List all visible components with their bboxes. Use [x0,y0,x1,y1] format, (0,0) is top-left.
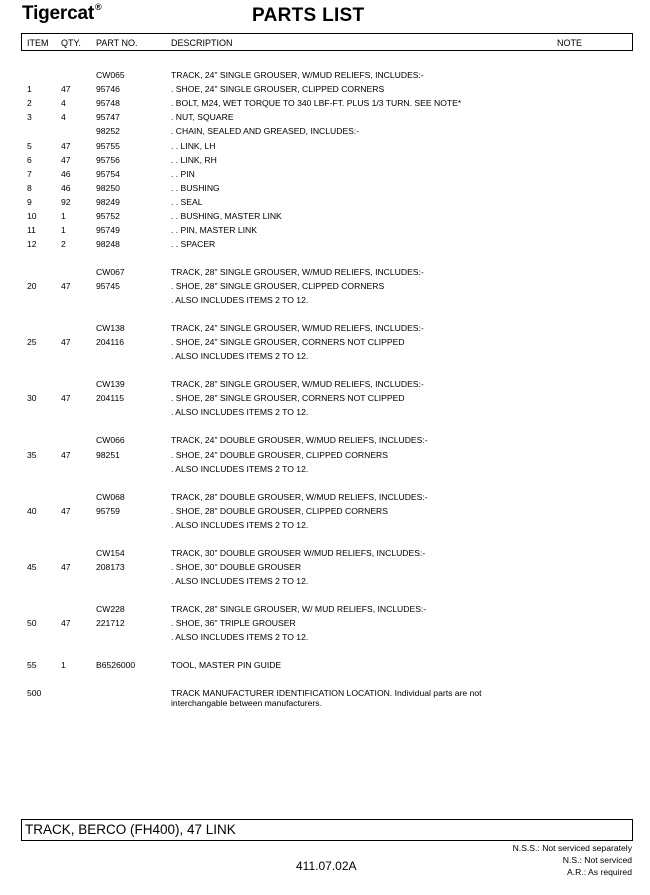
table-row [0,281,650,293]
row-item: 40 [27,506,37,516]
row-qty: 92 [61,197,71,207]
row-item: 20 [27,281,37,291]
row-part-no: 95745 [96,281,120,291]
legend-ns: N.S.: Not serviced [562,855,632,865]
row-description: . SHOE, 24" DOUBLE GROUSER, CLIPPED CORNERS [171,450,388,460]
table-row [0,548,650,560]
row-qty: 1 [61,225,66,235]
row-part-no: CW067 [96,267,125,277]
row-description: . SHOE, 36" TRIPLE GROUSER [171,618,296,628]
row-description: . NUT, SQUARE [171,112,234,122]
row-item: 3 [27,112,32,122]
row-item: 7 [27,169,32,179]
table-row [0,267,650,279]
header-note: NOTE [557,38,583,48]
row-item: 9 [27,197,32,207]
row-qty: 1 [61,660,66,670]
row-qty: 47 [61,506,71,516]
row-description: . ALSO INCLUDES ITEMS 2 TO 12. [171,576,309,586]
table-row [0,379,650,391]
table-row [0,562,650,574]
table-row [0,618,650,630]
table-row [0,576,650,588]
row-part-no: B6526000 [96,660,136,670]
row-part-no: 95755 [96,141,120,151]
row-description: TRACK, 28" SINGLE GROUSER, W/MUD RELIEFS, INCLUDES:- [171,379,424,389]
row-item: 25 [27,337,37,347]
row-part-no: CW154 [96,548,125,558]
row-item: 55 [27,660,37,670]
page-number: 411.07.02A [296,859,357,873]
row-item: 10 [27,211,37,221]
row-part-no: 221712 [96,618,125,628]
table-row [0,169,650,181]
row-qty: 2 [61,239,66,249]
row-part-no: 95746 [96,84,120,94]
row-description: . BOLT, M24, WET TORQUE TO 340 LBF-FT. PLUS 1/3 TURN. SEE NOTE* [171,98,462,108]
row-item: 12 [27,239,37,249]
table-row [0,70,650,82]
row-part-no: CW065 [96,70,125,80]
row-description: . . BUSHING [171,183,220,193]
row-description: . SHOE, 28" SINGLE GROUSER, CORNERS NOT CLIPPED [171,393,405,403]
table-row [0,84,650,96]
row-item: 11 [27,225,36,235]
table-row [0,141,650,153]
table-row [0,225,650,237]
row-part-no: 98251 [96,450,120,460]
table-row [0,492,650,504]
row-description: TRACK, 24" SINGLE GROUSER, W/MUD RELIEFS, INCLUDES:- [171,70,424,80]
row-qty: 47 [61,562,71,572]
row-description: TRACK, 24" SINGLE GROUSER, W/MUD RELIEFS, INCLUDES:- [171,323,424,333]
row-description: . . SEAL [171,197,203,207]
table-row [0,98,650,110]
table-row [0,183,650,195]
row-part-no: 204115 [96,393,125,403]
row-description: . ALSO INCLUDES ITEMS 2 TO 12. [171,351,309,361]
row-description: . ALSO INCLUDES ITEMS 2 TO 12. [171,632,309,642]
row-qty: 47 [61,450,71,460]
row-item: 30 [27,393,37,403]
table-row [0,450,650,462]
table-row [0,506,650,518]
table-row [0,604,650,616]
row-description: TRACK, 28" SINGLE GROUSER, W/MUD RELIEFS, INCLUDES:- [171,267,424,277]
table-row [0,351,650,363]
row-description: . SHOE, 30" DOUBLE GROUSER [171,562,302,572]
row-part-no: 95748 [96,98,120,108]
row-part-no: 95749 [96,225,120,235]
row-item: 2 [27,98,32,108]
note-row-item: 500 [27,688,42,698]
table-row [0,520,650,532]
footer-title: TRACK, BERCO (FH400), 47 LINK [25,822,236,837]
row-part-no: 98249 [96,197,120,207]
row-description: . . LINK, LH [171,141,216,151]
table-row [0,393,650,405]
row-qty: 1 [61,211,66,221]
row-part-no: CW138 [96,323,125,333]
row-description: TRACK, 30" DOUBLE GROUSER W/MUD RELIEFS, INCLUDES:- [171,548,426,558]
table-row [0,632,650,644]
row-description: . SHOE, 24" SINGLE GROUSER, CORNERS NOT CLIPPED [171,337,405,347]
row-part-no: 95759 [96,506,120,516]
row-qty: 4 [61,112,66,122]
row-item: 45 [27,562,37,572]
row-qty: 47 [61,281,71,291]
row-part-no: 208173 [96,562,125,572]
row-part-no: CW228 [96,604,125,614]
row-qty: 46 [61,169,71,179]
row-qty: 47 [61,337,71,347]
page-title: PARTS LIST [252,5,365,26]
brand-logo [22,2,101,25]
row-part-no: 95756 [96,155,120,165]
row-part-no: CW066 [96,435,125,445]
row-qty: 46 [61,183,71,193]
table-row [0,112,650,124]
table-row [0,323,650,335]
row-description: . ALSO INCLUDES ITEMS 2 TO 12. [171,520,309,530]
row-description: . . PIN, MASTER LINK [171,225,257,235]
row-description: . ALSO INCLUDES ITEMS 2 TO 12. [171,464,309,474]
row-part-no: 95752 [96,211,120,221]
row-description: . ALSO INCLUDES ITEMS 2 TO 12. [171,295,309,305]
table-row [0,211,650,223]
row-description: . ALSO INCLUDES ITEMS 2 TO 12. [171,407,309,417]
row-item: 1 [27,84,32,94]
table-row [0,435,650,447]
row-part-no: 98248 [96,239,120,249]
legend-nss: N.S.S.: Not serviced separately [512,843,632,853]
table-row [0,126,650,138]
row-description: TRACK, 28" DOUBLE GROUSER, W/MUD RELIEFS, INCLUDES:- [171,492,428,502]
row-description: . CHAIN, SEALED AND GREASED, INCLUDES:- [171,126,360,136]
row-description: TRACK, 28" SINGLE GROUSER, W/ MUD RELIEFS, INCLUDES:- [171,604,427,614]
row-part-no: 95747 [96,112,120,122]
table-row [0,295,650,307]
legend-ar: A.R.: As required [567,867,632,877]
row-item: 8 [27,183,32,193]
header-item: ITEM [27,38,49,48]
table-row [0,197,650,209]
table-row [0,660,650,672]
row-part-no: CW068 [96,492,125,502]
table-row [0,407,650,419]
brand-name: Tigercat [22,3,94,24]
row-item: 50 [27,618,37,628]
row-description: . . LINK, RH [171,155,217,165]
header-description: DESCRIPTION [171,38,233,48]
row-qty: 47 [61,84,71,94]
table-row [0,239,650,251]
table-row [0,464,650,476]
row-description: . SHOE, 24" SINGLE GROUSER, CLIPPED CORNERS [171,84,385,94]
row-description: TRACK, 24" DOUBLE GROUSER, W/MUD RELIEFS, INCLUDES:- [171,435,428,445]
row-part-no: 95754 [96,169,120,179]
row-description: . SHOE, 28" DOUBLE GROUSER, CLIPPED CORNERS [171,506,388,516]
row-item: 6 [27,155,32,165]
row-qty: 47 [61,155,71,165]
row-qty: 47 [61,141,71,151]
row-item: 35 [27,450,37,460]
note-row-description: TRACK MANUFACTURER IDENTIFICATION LOCATION. Individual parts are not interchangable between manufacturers. [171,688,482,708]
row-description: . . BUSHING, MASTER LINK [171,211,282,221]
row-qty: 47 [61,393,71,403]
row-item: 5 [27,141,32,151]
table-row [0,337,650,349]
table-row [0,155,650,167]
row-qty: 4 [61,98,66,108]
row-description: TOOL, MASTER PIN GUIDE [171,660,282,670]
header-part-no: PART NO. [96,38,138,48]
row-part-no: CW139 [96,379,125,389]
row-description: . . SPACER [171,239,216,249]
registered-mark: ® [94,2,102,12]
row-description: . SHOE, 28" SINGLE GROUSER, CLIPPED CORNERS [171,281,385,291]
row-qty: 47 [61,618,71,628]
row-description: . . PIN [171,169,195,179]
row-part-no: 98250 [96,183,120,193]
row-part-no: 204116 [96,337,125,347]
header-qty: QTY. [61,38,81,48]
row-part-no: 98252 [96,126,120,136]
